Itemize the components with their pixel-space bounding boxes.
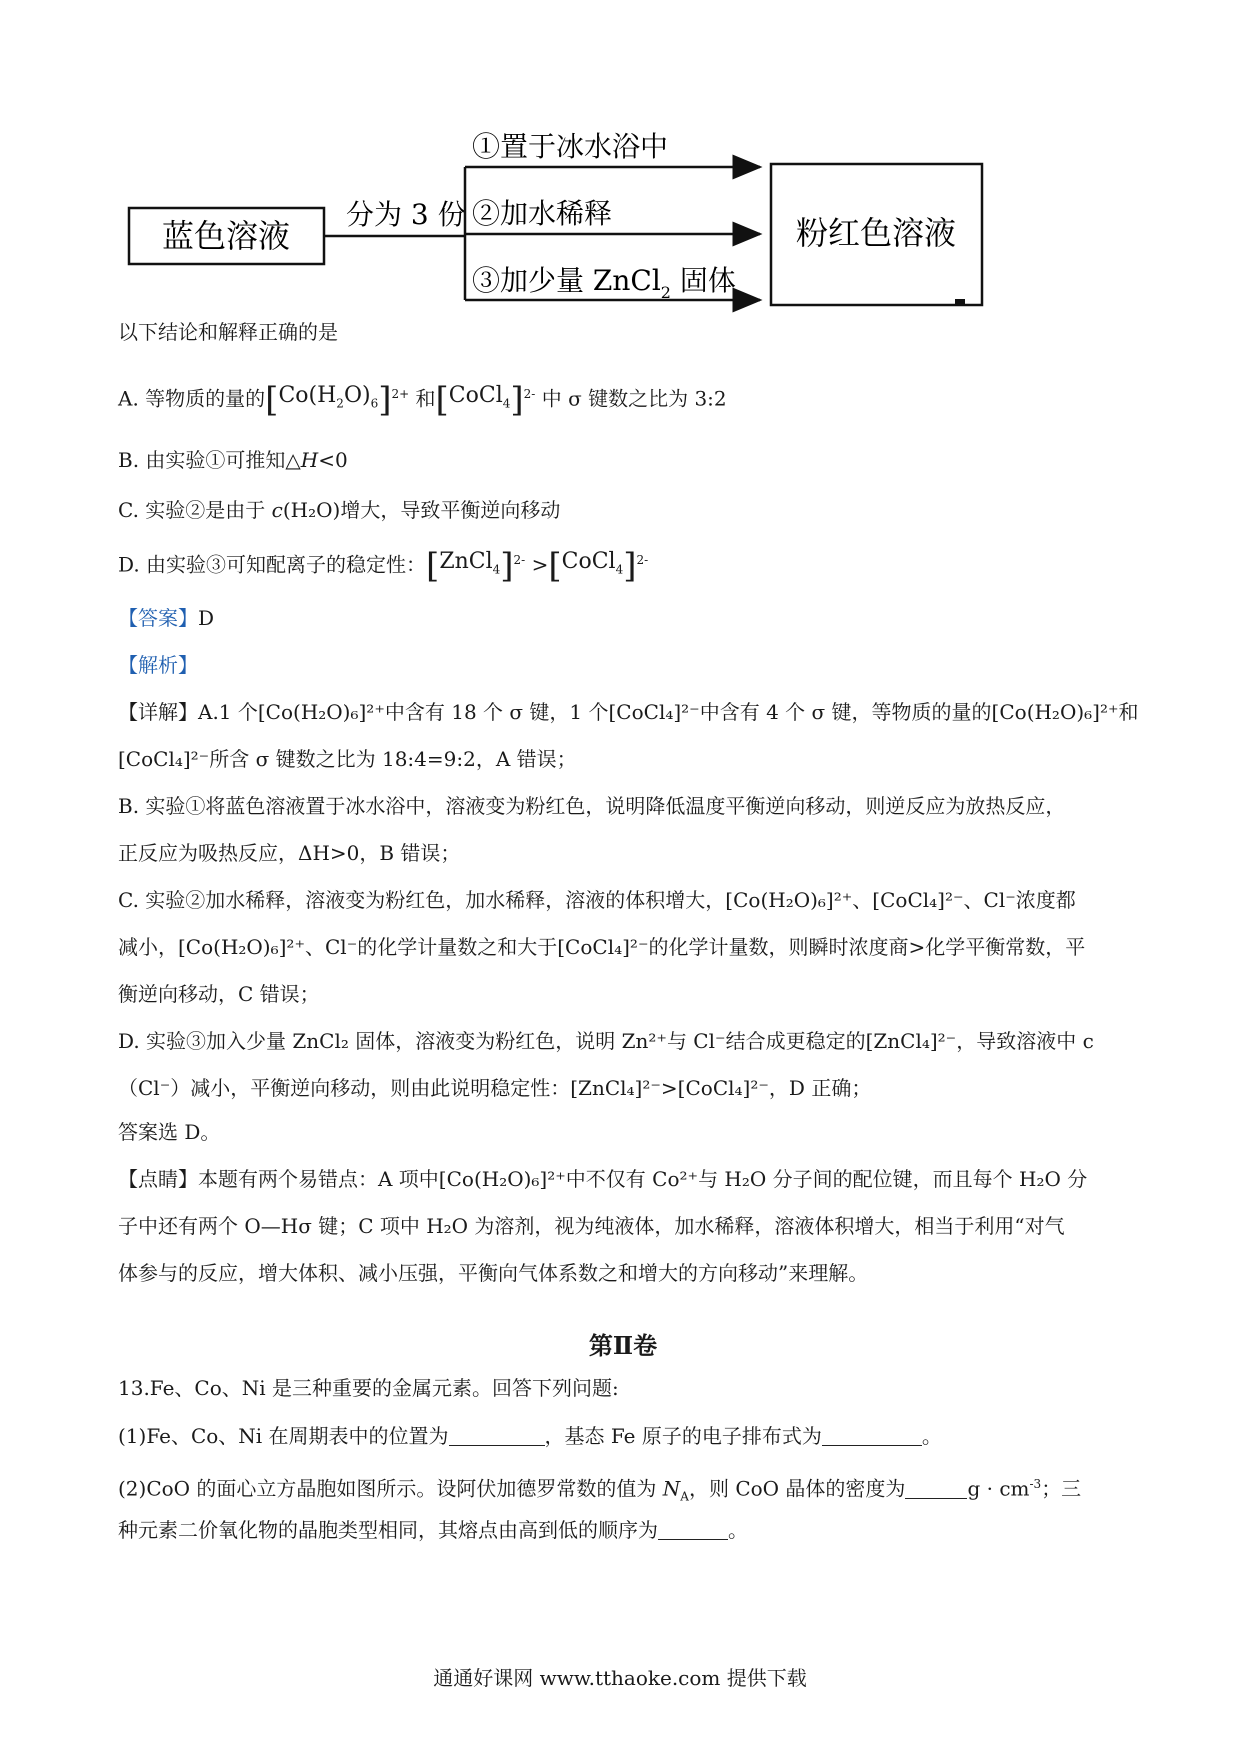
branch-1-label: ①置于冰水浴中 [472,130,669,163]
answer-blank[interactable] [822,1425,922,1446]
detail-line: 正反应为吸热反应，ΔH>0，B 错误； [118,841,461,865]
answer-tag: 【答案】 [118,606,198,630]
page-footer: 通通好课网 www.tthaoke.com 提供下载 [433,1666,807,1690]
question-stem: 以下结论和解释正确的是 [118,320,338,344]
blue-solution-label: 蓝色溶液 [161,217,291,255]
option-c: C. 实验②是由于 c(H₂O)增大，导致平衡逆向移动 [118,498,561,522]
answer-blank[interactable] [905,1478,967,1499]
pink-solution-label: 粉红色溶液 [795,214,957,252]
detail-line: 【详解】A.1 个[Co(H₂O)₆]²⁺中含有 18 个 σ 键，1 个[CoCl₄]²⁻中含有 4 个 σ 键，等物质的量的[Co(H₂O)₆]²⁺和 [118,700,1139,724]
q13-stem: 13.Fe、Co、Ni 是三种重要的金属元素。回答下列问题: [118,1376,619,1400]
detail-line: B. 实验①将蓝色溶液置于冰水浴中，溶液变为粉红色，说明降低温度平衡逆向移动，则逆反应为放热反应， [118,794,1066,818]
option-d: D. 由实验③可知配离子的稳定性：[ZnCl$_4$]$^{2-}$ >[CoCl$_4$]$^{2-}$ [118,546,649,587]
detail-line: 衡逆向移动，C 错误； [118,982,320,1006]
section-heading: 第Ⅱ卷 [588,1331,658,1360]
q13-part1: (1)Fe、Co、Ni 在周期表中的位置为 ，基态 Fe 原子的电子排布式为 。 [118,1424,942,1448]
answer-value: D [198,606,215,630]
detail-line: 减小，[Co(H₂O)₆]²⁺、Cl⁻的化学计量数之和大于[CoCl₄]²⁻的化学计量数，则瞬时浓度商>化学平衡常数，平 [118,935,1086,959]
flow-diagram [0,0,1240,330]
detail-line: D. 实验③加入少量 ZnCl₂ 固体，溶液变为粉红色，说明 Zn²⁺与 Cl⁻结合成更稳定的[ZnCl₄]²⁻，导致溶液中 c [118,1029,1094,1053]
detail-line: C. 实验②加水稀释，溶液变为粉红色，加水稀释，溶液的体积增大，[Co(H₂O)₆]²⁺、[CoCl₄]²⁻、Cl⁻浓度都 [118,888,1076,912]
detail-line: （Cl⁻）减小，平衡逆向移动，则由此说明稳定性：[ZnCl₄]²⁻>[CoCl₄]²⁻，D 正确； [118,1076,872,1100]
branch-3-label: ③加少量 ZnCl$_2$ 固体 [472,264,736,302]
answer-line [118,604,214,632]
answer-blank[interactable] [449,1425,545,1446]
detail-line: 体参与的反应，增大体积、减小压强，平衡向气体系数之和增大的方向移动”来理解。 [118,1261,869,1285]
q13-part2-cont: 种元素二价氧化物的晶胞类型相同，其熔点由高到低的顺序为 。 [118,1518,748,1542]
split-label: 分为 3 份 [346,198,466,231]
analysis-tag: 【解析】 [118,653,198,677]
detail-line: [CoCl₄]²⁻所含 σ 键数之比为 18:4=9:2，A 错误； [118,747,577,771]
q13-part2: (2)CoO 的面心立方晶胞如图所示。设阿伏加德罗常数的值为 $N_A$，则 CoO 晶体的密度为 $g \cdot cm^{-3}$；三 [118,1476,1082,1504]
detail-line: 【点睛】本题有两个易错点：A 项中[Co(H₂O)₆]²⁺中不仅有 Co²⁺与 H₂O 分子间的配位键，而且每个 H₂O 分 [118,1167,1088,1191]
option-a: A. 等物质的量的$[Co(H_2O)_6]^{2+}$ 和[CoCl$_4$]$^{2-}$ 中 σ 键数之比为 3:2 [118,380,727,421]
branch-2-label: ②加水稀释 [472,197,613,230]
option-b: B. 由实验①可推知△H<0 [118,448,348,472]
detail-line: 子中还有两个 O—Hσ 键；C 项中 H₂O 为溶剂，视为纯液体，加水稀释，溶液体积增大，相当于利用“对气 [118,1214,1065,1238]
detail-line: 答案选 D。 [118,1120,221,1144]
answer-blank[interactable] [658,1519,728,1540]
